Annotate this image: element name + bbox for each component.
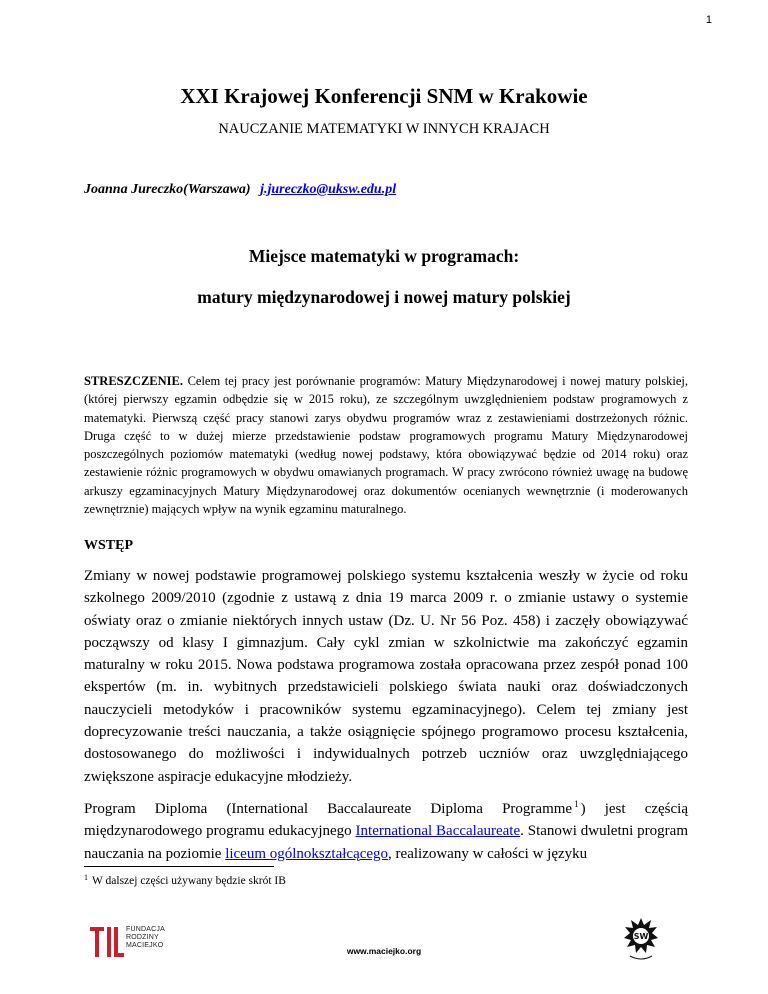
footnote-number: 1 [84, 873, 88, 882]
footnote-reference[interactable]: 1 [574, 799, 579, 809]
paper-title-line-1: Miejsce matematyki w programach: [248, 246, 520, 266]
author-name: Joanna Jureczko(Warszawa) [84, 182, 251, 197]
foundation-logo-text: FUNDACJA RODZINY MACIEJKO [126, 926, 165, 949]
abstract [84, 372, 688, 518]
paragraph-diploma-part2: ) jest częścią międzynarodowego programu edukacyjnego [84, 801, 688, 840]
page-number: 1 [705, 14, 712, 26]
conference-title: XXI Krajowej Konferencji SNM w Krakowie [180, 84, 588, 108]
paragraph-diploma [84, 793, 688, 865]
author-email-link[interactable]: j.jureczko@uksw.edu.pl [260, 182, 397, 197]
conference-subtitle: NAUCZANIE MATEMATYKI W INNYCH KRAJACH [218, 121, 550, 137]
abstract-label: STRESZCZENIE. [84, 374, 183, 388]
paragraph-diploma-part4: , realizowany w całości w języku [388, 845, 588, 862]
paragraph-diploma-part3: . Stanowi dwuletni program nauczania na poziomie [84, 823, 688, 862]
paragraph-diploma-part1: Program Diploma (International Baccalaureate Diploma Programme [84, 801, 573, 817]
emblem-icon [624, 916, 658, 962]
footnote-text: W dalszej części używany będzie skrót IB [92, 875, 286, 887]
paper-title-line-2: matury międzynarodowej i nowej matury polskiej [197, 287, 571, 307]
section-heading: WSTĘP [84, 538, 134, 553]
link-liceum[interactable]: liceum ogólnokształcącego [225, 845, 389, 862]
paragraph-intro: Zmiany w nowej podstawie programowej polskiego systemu kształcenia weszły w życie od roku szkolnego 2009/2010 (zgodnie z ustawą z dnia 19 marca 2009 r. o zmianie ustawy o systemie oświaty oraz o zmianie niektórych innych ustaw (Dz. U. Nr 56 Poz. 458) i zaczęły obowiązywać począwszy od klasy I gimnazjum. Cały cykl zmian w szkolnictwie ma zakończyć egzamin maturalny w roku 2015. Nowa podstawa programowa została opracowana przez zespół ponad 100 ekspertów (m. in. wybitnych przedstawicieli polskiego świata nauki oraz doświadczonych nauczycieli metodyków i pracowników systemu egzaminacyjnego). Celem tej zmiany jest doprecyzowanie treści nauczania, a także osiągnięcie spójnego programowo procesu kształcenia, dostosowanego do możliwości i indywidualnych potrzeb uczniów oraz uwzględniającego zwiększone aspiracje edukacyjne młodzieży. [84, 568, 688, 785]
abstract-text: Celem tej pracy jest porównanie programów: Matury Międzynarodowej i nowej matury polskiej, (której pierwszy egzamin odbędzie się w 2015 roku), ze szczególnym uwzględnieniem podstaw programowych z matematyki. Pierwszą część pracy stanowi zarys obydwu programów wraz z zestawieniami dostrzeżonych różnic. Druga część to w dużej mierze przedstawienie podstaw programowych programu Matury Międzynarodowej poszczególnych poziomów matematyki (według nowej podstawy, która obowiązywać będzie od 2014 roku) oraz zestawienie różnic programowych w obydwu omawianych programach. W pracy zwrócono również uwagę na budowę arkuszy egzaminacyjnych Matury Międzynarodowej oraz dokumentów ocenianych wewnętrznie (i moderowanych zewnętrznie) mających wpływ na wynik egzaminu maturalnego. [84, 374, 688, 517]
svg-text:SW: SW [633, 932, 649, 941]
footer-url[interactable]: www.maciejko.org [346, 946, 422, 956]
footnote-divider [84, 866, 274, 867]
author-line [84, 182, 396, 198]
link-international-baccalaureate[interactable]: International Baccalaureate [355, 823, 521, 840]
footnote [84, 873, 286, 887]
